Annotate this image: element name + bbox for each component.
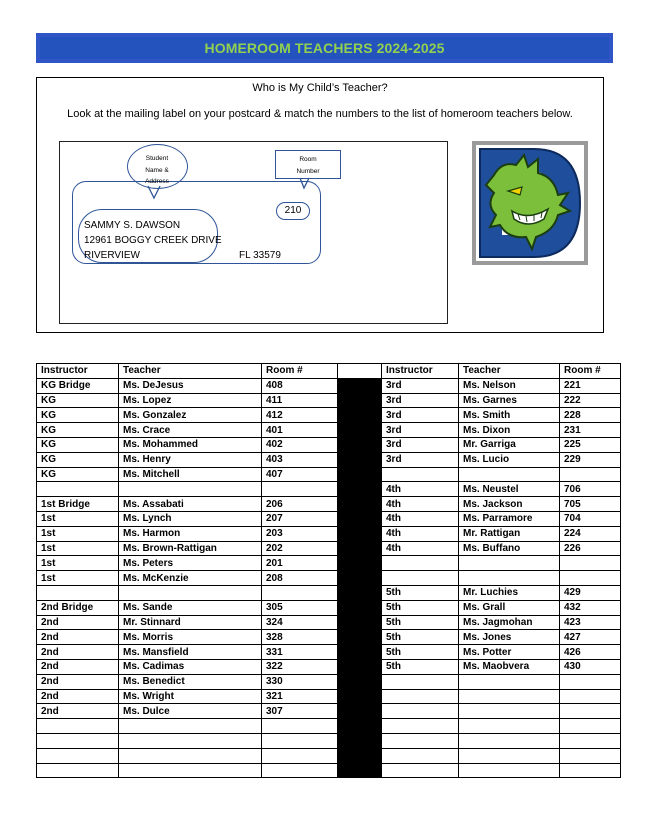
- instructor-cell: 5th: [382, 659, 459, 674]
- teacher-cell: Ms. Garnes: [459, 393, 560, 408]
- instructor-cell: 1st: [37, 571, 119, 586]
- column-separator: [338, 482, 382, 497]
- room-cell: [262, 585, 338, 600]
- column-separator: [338, 511, 382, 526]
- instructor-cell: 3rd: [382, 437, 459, 452]
- column-separator: [338, 364, 382, 379]
- column-separator: [338, 763, 382, 778]
- teacher-cell: Ms. Potter: [459, 645, 560, 660]
- teacher-cell: [119, 585, 262, 600]
- instructor-cell: 4th: [382, 482, 459, 497]
- teacher-cell: [459, 733, 560, 748]
- instructor-cell: 3rd: [382, 393, 459, 408]
- header-room-cell: Room #: [262, 364, 338, 379]
- teacher-cell: Ms. Sande: [119, 600, 262, 615]
- student-bubble-text: Student Name & Address: [145, 155, 169, 185]
- room-cell: [560, 467, 621, 482]
- teacher-cell: [459, 704, 560, 719]
- room-cell: 704: [560, 511, 621, 526]
- teacher-cell: Ms. Dixon: [459, 423, 560, 438]
- column-separator: [338, 423, 382, 438]
- teacher-cell: Ms. Maobvera: [459, 659, 560, 674]
- address-line-street: 12961 BOGGY CREEK DRIVE: [84, 235, 222, 246]
- instructor-cell: [382, 674, 459, 689]
- teacher-cell: Ms. Lynch: [119, 511, 262, 526]
- room-cell: 408: [262, 378, 338, 393]
- room-cell: [262, 733, 338, 748]
- homeroom-table-body: [37, 364, 621, 778]
- column-separator: [338, 719, 382, 734]
- instructor-cell: 5th: [382, 615, 459, 630]
- instructor-cell: 2nd: [37, 615, 119, 630]
- teacher-cell: Ms. Cadimas: [119, 659, 262, 674]
- teacher-cell: Ms. Lucio: [459, 452, 560, 467]
- room-cell: 411: [262, 393, 338, 408]
- info-box: [36, 77, 604, 333]
- header-room-cell: Room #: [560, 364, 621, 379]
- room-cell: [560, 556, 621, 571]
- room-cell: 324: [262, 615, 338, 630]
- instructor-cell: [37, 733, 119, 748]
- teacher-cell: Ms. Smith: [459, 408, 560, 423]
- room-cell: [262, 763, 338, 778]
- teacher-cell: Ms. Morris: [119, 630, 262, 645]
- instructor-cell: [37, 763, 119, 778]
- teacher-cell: [459, 689, 560, 704]
- room-cell: 229: [560, 452, 621, 467]
- column-separator: [338, 497, 382, 512]
- teacher-cell: [459, 571, 560, 586]
- column-separator: [338, 689, 382, 704]
- teacher-cell: Ms. Neustel: [459, 482, 560, 497]
- teacher-cell: Ms. McKenzie: [119, 571, 262, 586]
- table-row: [37, 408, 621, 423]
- room-cell: [560, 763, 621, 778]
- instructor-cell: 2nd: [37, 630, 119, 645]
- room-cell: [560, 674, 621, 689]
- table-header-row: [37, 364, 621, 379]
- teacher-cell: Ms. Parramore: [459, 511, 560, 526]
- teacher-cell: Ms. Gonzalez: [119, 408, 262, 423]
- teacher-cell: Ms. Mansfield: [119, 645, 262, 660]
- table-row: [37, 645, 621, 660]
- teacher-cell: [459, 467, 560, 482]
- title-banner: [36, 33, 613, 63]
- instructor-cell: 3rd: [382, 452, 459, 467]
- column-separator: [338, 704, 382, 719]
- column-separator: [338, 526, 382, 541]
- column-separator: [338, 571, 382, 586]
- table-row: [37, 659, 621, 674]
- room-cell: 407: [262, 467, 338, 482]
- room-cell: 705: [560, 497, 621, 512]
- table-row: [37, 630, 621, 645]
- teacher-cell: Ms. Mitchell: [119, 467, 262, 482]
- room-cell: 226: [560, 541, 621, 556]
- room-bubble-text: Room Number: [296, 156, 320, 175]
- teacher-cell: Ms. Harmon: [119, 526, 262, 541]
- instructor-cell: 1st: [37, 511, 119, 526]
- column-separator: [338, 615, 382, 630]
- dragon-logo-icon: [472, 141, 588, 265]
- instructor-cell: 2nd: [37, 704, 119, 719]
- instructor-cell: 2nd: [37, 659, 119, 674]
- header-instructor-cell: Instructor: [37, 364, 119, 379]
- title-banner-inner: [40, 37, 609, 59]
- instructor-cell: KG: [37, 408, 119, 423]
- teacher-cell: [459, 556, 560, 571]
- instructor-cell: [37, 719, 119, 734]
- teacher-cell: Ms. Henry: [119, 452, 262, 467]
- teacher-cell: Ms. Dulce: [119, 704, 262, 719]
- table-row: [37, 585, 621, 600]
- homeroom-table: [36, 363, 621, 778]
- teacher-cell: [119, 482, 262, 497]
- room-cell: 330: [262, 674, 338, 689]
- room-cell: 222: [560, 393, 621, 408]
- instructor-cell: 2nd: [37, 645, 119, 660]
- address-line-city: RIVERVIEW: [84, 250, 140, 261]
- teacher-cell: Mr. Rattigan: [459, 526, 560, 541]
- table-row: [37, 452, 621, 467]
- teacher-cell: Ms. Jagmohan: [459, 615, 560, 630]
- table-row: [37, 748, 621, 763]
- room-cell: [262, 482, 338, 497]
- table-row: [37, 541, 621, 556]
- room-cell: 208: [262, 571, 338, 586]
- room-cell: 430: [560, 659, 621, 674]
- room-cell: 429: [560, 585, 621, 600]
- table-row: [37, 393, 621, 408]
- room-cell: 225: [560, 437, 621, 452]
- instructor-cell: [382, 467, 459, 482]
- address-line-name: SAMMY S. DAWSON: [84, 220, 181, 231]
- table-row: [37, 600, 621, 615]
- teacher-cell: Ms. Nelson: [459, 378, 560, 393]
- instructor-cell: [382, 571, 459, 586]
- table-row: [37, 497, 621, 512]
- column-separator: [338, 733, 382, 748]
- instructor-cell: [37, 748, 119, 763]
- column-separator: [338, 452, 382, 467]
- table-row: [37, 467, 621, 482]
- teacher-cell: Ms. Buffano: [459, 541, 560, 556]
- room-cell: 305: [262, 600, 338, 615]
- teacher-cell: Ms. Grall: [459, 600, 560, 615]
- room-cell: 331: [262, 645, 338, 660]
- room-cell: 206: [262, 497, 338, 512]
- room-cell: 427: [560, 630, 621, 645]
- instructor-cell: [382, 689, 459, 704]
- teacher-cell: Ms. Wright: [119, 689, 262, 704]
- instructor-cell: 5th: [382, 585, 459, 600]
- column-separator: [338, 556, 382, 571]
- room-cell: 321: [262, 689, 338, 704]
- room-cell: 706: [560, 482, 621, 497]
- teacher-cell: Ms. Peters: [119, 556, 262, 571]
- room-cell: [262, 719, 338, 734]
- column-separator: [338, 467, 382, 482]
- table-row: [37, 526, 621, 541]
- table-row: [37, 423, 621, 438]
- teacher-cell: Ms. Jones: [459, 630, 560, 645]
- instructor-cell: KG: [37, 437, 119, 452]
- table-row: [37, 719, 621, 734]
- room-cell: 224: [560, 526, 621, 541]
- teacher-cell: Ms. Mohammed: [119, 437, 262, 452]
- teacher-cell: Ms. Benedict: [119, 674, 262, 689]
- instructor-cell: [382, 733, 459, 748]
- column-separator: [338, 600, 382, 615]
- instructor-cell: 1st Bridge: [37, 497, 119, 512]
- instructor-cell: 3rd: [382, 423, 459, 438]
- instructor-cell: [382, 763, 459, 778]
- column-separator: [338, 748, 382, 763]
- room-cell: 203: [262, 526, 338, 541]
- info-question: Who is My Child’s Teacher?: [252, 82, 388, 94]
- table-row: [37, 615, 621, 630]
- table-row: [37, 689, 621, 704]
- room-cell: 412: [262, 408, 338, 423]
- instructor-cell: [37, 482, 119, 497]
- room-cell: [560, 689, 621, 704]
- room-cell: [262, 748, 338, 763]
- instructor-cell: KG Bridge: [37, 378, 119, 393]
- instructor-cell: 1st: [37, 541, 119, 556]
- instructor-cell: [382, 719, 459, 734]
- instructor-cell: 5th: [382, 645, 459, 660]
- room-cell: 401: [262, 423, 338, 438]
- header-teacher-cell: Teacher: [459, 364, 560, 379]
- teacher-cell: Ms. Brown-Rattigan: [119, 541, 262, 556]
- column-separator: [338, 585, 382, 600]
- table-row: [37, 704, 621, 719]
- table-row: [37, 378, 621, 393]
- instructor-cell: 4th: [382, 511, 459, 526]
- table-row: [37, 556, 621, 571]
- room-cell: 228: [560, 408, 621, 423]
- instructor-cell: 2nd Bridge: [37, 600, 119, 615]
- room-cell: 426: [560, 645, 621, 660]
- teacher-cell: Ms. DeJesus: [119, 378, 262, 393]
- teacher-cell: Ms. Jackson: [459, 497, 560, 512]
- instructor-cell: KG: [37, 467, 119, 482]
- instructor-cell: 4th: [382, 497, 459, 512]
- column-separator: [338, 630, 382, 645]
- teacher-cell: Mr. Luchies: [459, 585, 560, 600]
- room-cell: 432: [560, 600, 621, 615]
- instructor-cell: 5th: [382, 600, 459, 615]
- column-separator: [338, 541, 382, 556]
- instructor-cell: 1st: [37, 526, 119, 541]
- teacher-cell: [119, 733, 262, 748]
- column-separator: [338, 645, 382, 660]
- room-cell: 307: [262, 704, 338, 719]
- room-cell: 201: [262, 556, 338, 571]
- info-instructions: Look at the mailing label on your postcard & match the numbers to the list of homeroom teachers below.: [67, 108, 573, 120]
- instructor-cell: [37, 585, 119, 600]
- teacher-cell: Ms. Assabati: [119, 497, 262, 512]
- instructor-cell: [382, 704, 459, 719]
- instructor-cell: 4th: [382, 541, 459, 556]
- table-row: [37, 482, 621, 497]
- room-cell: 403: [262, 452, 338, 467]
- header-instructor-cell: Instructor: [382, 364, 459, 379]
- instructor-cell: [382, 556, 459, 571]
- column-separator: [338, 659, 382, 674]
- table-row: [37, 511, 621, 526]
- room-cell: 221: [560, 378, 621, 393]
- page-title: HOMEROOM TEACHERS 2024-2025: [204, 40, 445, 56]
- room-cell: 231: [560, 423, 621, 438]
- table-row: [37, 437, 621, 452]
- room-cell: [560, 571, 621, 586]
- address-state-zip: FL 33579: [239, 250, 281, 261]
- room-cell: 207: [262, 511, 338, 526]
- teacher-cell: [459, 674, 560, 689]
- instructor-cell: KG: [37, 452, 119, 467]
- room-cell: [560, 719, 621, 734]
- room-cell: [560, 733, 621, 748]
- instructor-cell: 1st: [37, 556, 119, 571]
- room-cell: 328: [262, 630, 338, 645]
- room-number: 210: [276, 202, 310, 220]
- instructor-cell: [382, 748, 459, 763]
- table-row: [37, 763, 621, 778]
- instructor-cell: KG: [37, 393, 119, 408]
- room-cell: [560, 704, 621, 719]
- instructor-cell: 4th: [382, 526, 459, 541]
- instructor-cell: KG: [37, 423, 119, 438]
- column-separator: [338, 408, 382, 423]
- mailing-label-example: [59, 141, 448, 324]
- teacher-cell: Ms. Lopez: [119, 393, 262, 408]
- column-separator: [338, 674, 382, 689]
- table-row: [37, 571, 621, 586]
- room-cell: 322: [262, 659, 338, 674]
- column-separator: [338, 393, 382, 408]
- room-cell: 402: [262, 437, 338, 452]
- room-cell: [560, 748, 621, 763]
- teacher-cell: [119, 719, 262, 734]
- teacher-cell: Ms. Crace: [119, 423, 262, 438]
- column-separator: [338, 437, 382, 452]
- table-row: [37, 674, 621, 689]
- teacher-cell: [459, 719, 560, 734]
- teacher-cell: [459, 763, 560, 778]
- instructor-cell: 2nd: [37, 689, 119, 704]
- teacher-cell: [459, 748, 560, 763]
- room-cell: 423: [560, 615, 621, 630]
- instructor-cell: 5th: [382, 630, 459, 645]
- instructor-cell: 3rd: [382, 408, 459, 423]
- header-teacher-cell: Teacher: [119, 364, 262, 379]
- instructor-cell: 3rd: [382, 378, 459, 393]
- teacher-cell: Mr. Garriga: [459, 437, 560, 452]
- column-separator: [338, 378, 382, 393]
- teacher-cell: [119, 763, 262, 778]
- room-cell: 202: [262, 541, 338, 556]
- teacher-cell: Mr. Stinnard: [119, 615, 262, 630]
- teacher-cell: [119, 748, 262, 763]
- instructor-cell: 2nd: [37, 674, 119, 689]
- table-row: [37, 733, 621, 748]
